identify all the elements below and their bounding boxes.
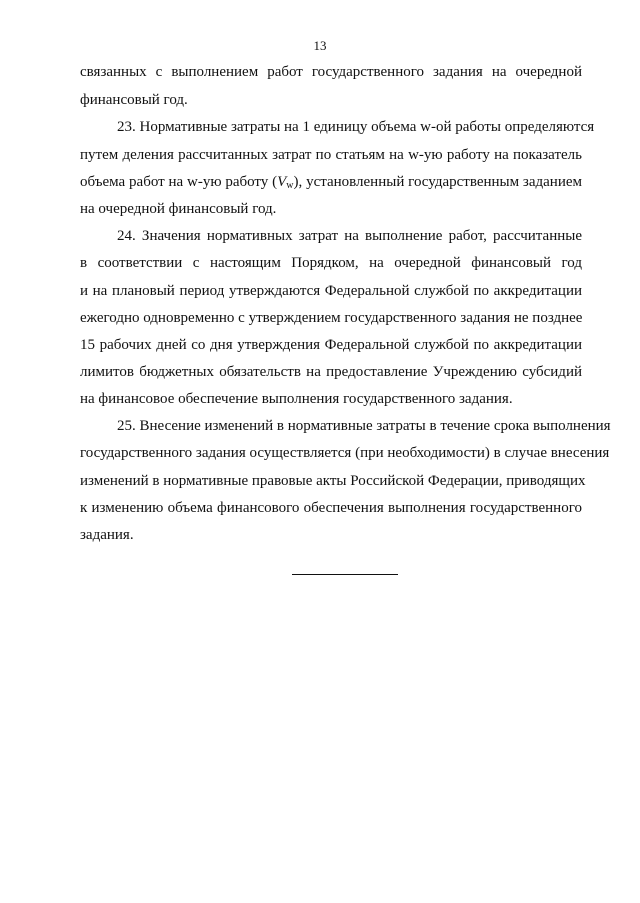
- volume-variable: V: [277, 174, 287, 190]
- paragraph-line: лимитов бюджетных обязательств на предоставление Учреждению субсидий: [80, 364, 582, 380]
- paragraph-line: финансовый год.: [80, 92, 188, 108]
- paragraph-line: государственного задания осуществляется (при необходимости) в случае внесения: [80, 445, 610, 461]
- paragraph-line: на очередной финансовый год.: [80, 201, 277, 217]
- paragraph-line: [80, 172, 582, 196]
- paragraph-line: связанных с выполнением работ государственного задания на очередной: [80, 64, 582, 80]
- paragraph-line: задания.: [80, 527, 134, 543]
- paragraph-line: 15 рабочих дней со дня утверждения Федеральной службой по аккредитации: [80, 337, 582, 353]
- paragraph-line-text: ), установленный государственным заданием: [293, 174, 582, 190]
- paragraph-line: 24. Значения нормативных затрат на выполнение работ, рассчитанные: [117, 228, 582, 244]
- paragraph-line: 23. Нормативные затраты на 1 единицу объема w-ой работы определяются: [117, 119, 595, 135]
- paragraph-line: ежегодно одновременно с утверждением государственного задания не позднее: [80, 310, 583, 326]
- paragraph-line: 25. Внесение изменений в нормативные затраты в течение срока выполнения: [117, 418, 611, 434]
- paragraph-line: путем деления рассчитанных затрат по статьям на w-ую работу на показатель: [80, 147, 582, 163]
- paragraph-line: изменений в нормативные правовые акты Российской Федерации, приводящих: [80, 473, 586, 489]
- closing-rule: [292, 574, 398, 575]
- page-number: 13: [313, 38, 327, 53]
- paragraph-line: в соответствии с настоящим Порядком, на очередной финансовый год: [80, 255, 582, 271]
- volume-variable-subscript: w: [286, 180, 294, 191]
- paragraph-line: и на плановый период утверждаются Федеральной службой по аккредитации: [80, 283, 582, 299]
- paragraph-line: на финансовое обеспечение выполнения государственного задания.: [80, 391, 513, 407]
- paragraph-line-text: объема работ на w-ую работу (: [80, 174, 278, 190]
- paragraph-line: к изменению объема финансового обеспечения выполнения государственного: [80, 500, 582, 516]
